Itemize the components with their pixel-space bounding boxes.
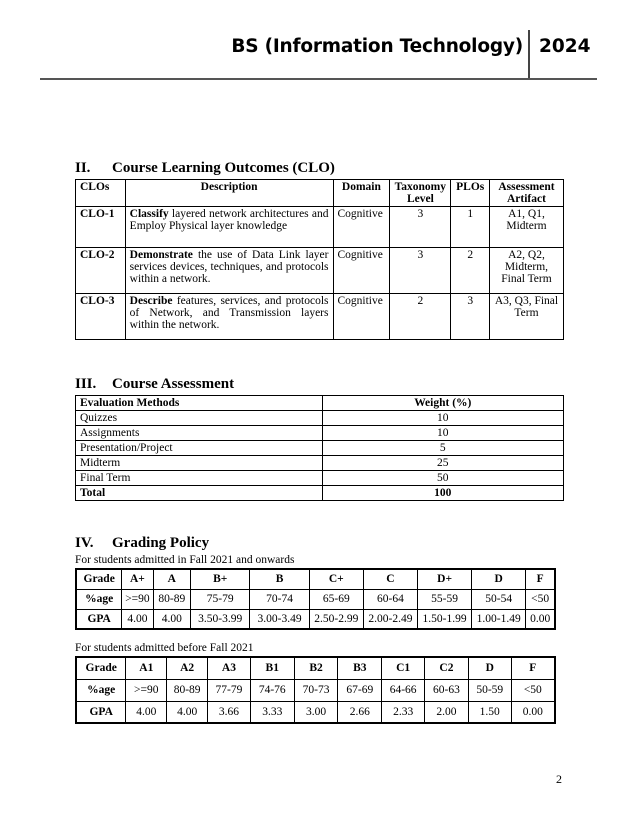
evaluation-weight: 10 xyxy=(322,411,563,426)
table-row xyxy=(76,471,564,486)
percentage-cell: <50 xyxy=(526,589,555,609)
assessment-table xyxy=(75,395,564,501)
table-row xyxy=(76,411,564,426)
table-row xyxy=(76,294,564,340)
clo-header-taxonomy-level: Taxonomy Level xyxy=(390,180,451,207)
gpa-cell: 1.50 xyxy=(468,701,511,723)
clo-verb: Classify xyxy=(129,208,169,220)
percentage-cell: 67-69 xyxy=(338,679,382,701)
gpa-cell: 3.00-3.49 xyxy=(250,609,309,629)
percentage-cell: 70-73 xyxy=(294,679,338,701)
clo-section-title xyxy=(75,160,335,177)
clo-header-plos: PLOs xyxy=(451,180,490,207)
gpa-cell: 2.33 xyxy=(382,701,425,723)
gpa-label: GPA xyxy=(76,609,122,629)
gpa-cell: 0.00 xyxy=(511,701,555,723)
percentage-row xyxy=(76,589,555,609)
percentage-cell: 50-59 xyxy=(468,679,511,701)
clo-description-text: layered network architectures and Employ Physical layer knowledge xyxy=(129,208,329,232)
clo-taxonomy-level: 3 xyxy=(390,207,451,248)
gpa-cell: 4.00 xyxy=(126,701,167,723)
clo-id: CLO-2 xyxy=(76,248,126,294)
gpa-cell: 3.66 xyxy=(208,701,251,723)
table-row xyxy=(76,456,564,471)
percentage-label: %age xyxy=(76,679,126,701)
grade-cell: B2 xyxy=(294,657,338,679)
clo-plo: 2 xyxy=(451,248,490,294)
gpa-cell: 3.00 xyxy=(294,701,338,723)
grade-cell: A+ xyxy=(122,569,153,589)
grade-cell: B1 xyxy=(250,657,294,679)
gpa-cell: 2.66 xyxy=(338,701,382,723)
grading-section-title xyxy=(75,535,209,552)
clo-description xyxy=(125,207,333,248)
document-title: BS (Information Technology) xyxy=(231,36,523,57)
percentage-cell: >=90 xyxy=(126,679,167,701)
table-row xyxy=(76,441,564,456)
clo-description-text: the use of Data Link layer services devices, techniques, and protocols within a network. xyxy=(129,249,329,285)
table-row xyxy=(76,426,564,441)
clo-domain: Cognitive xyxy=(333,207,390,248)
clo-domain: Cognitive xyxy=(333,248,390,294)
percentage-cell: 75-79 xyxy=(191,589,250,609)
percentage-cell: 65-69 xyxy=(309,589,363,609)
grade-cell: B xyxy=(250,569,309,589)
clo-header-domain: Domain xyxy=(333,180,390,207)
grade-cell: A1 xyxy=(126,657,167,679)
header-divider-vertical xyxy=(528,30,530,80)
percentage-cell: 70-74 xyxy=(250,589,309,609)
clo-plo: 1 xyxy=(451,207,490,248)
grade-cell: A3 xyxy=(208,657,251,679)
clo-header-clos: CLOs xyxy=(76,180,126,207)
gpa-cell: 3.33 xyxy=(250,701,294,723)
clo-taxonomy-level: 3 xyxy=(390,248,451,294)
gpa-cell: 1.50-1.99 xyxy=(418,609,472,629)
grade-cell: A xyxy=(153,569,190,589)
clo-header-assessment-artifact: Assessment Artifact xyxy=(489,180,563,207)
assessment-section-number: III. xyxy=(75,376,97,392)
percentage-cell: 74-76 xyxy=(250,679,294,701)
table-row xyxy=(76,207,564,248)
grade-label: Grade xyxy=(76,657,126,679)
gpa-row xyxy=(76,609,555,629)
clo-artifact: A1, Q1, Midterm xyxy=(489,207,563,248)
grading-table-legacy xyxy=(75,656,556,724)
percentage-cell: 80-89 xyxy=(167,679,208,701)
percentage-cell: 80-89 xyxy=(153,589,190,609)
clo-id: CLO-1 xyxy=(76,207,126,248)
gpa-cell: 2.50-2.99 xyxy=(309,609,363,629)
grading-table1-caption: For students admitted in Fall 2021 and onwards xyxy=(75,554,295,566)
grade-cell: D xyxy=(468,657,511,679)
evaluation-method: Midterm xyxy=(76,456,323,471)
gpa-row xyxy=(76,701,555,723)
gpa-cell: 4.00 xyxy=(122,609,153,629)
grade-cell: B+ xyxy=(191,569,250,589)
percentage-cell: 60-63 xyxy=(425,679,469,701)
document-year: 2024 xyxy=(539,36,591,57)
clo-taxonomy-level: 2 xyxy=(390,294,451,340)
assessment-table-header xyxy=(76,396,564,411)
table-row xyxy=(76,248,564,294)
grading-section-number: IV. xyxy=(75,535,94,551)
grading-table2-caption: For students admitted before Fall 2021 xyxy=(75,642,254,654)
evaluation-weight: 50 xyxy=(322,471,563,486)
grade-cell: C+ xyxy=(309,569,363,589)
gpa-cell: 0.00 xyxy=(526,609,555,629)
clo-domain: Cognitive xyxy=(333,294,390,340)
grade-cell: C1 xyxy=(382,657,425,679)
header-divider-horizontal xyxy=(40,78,597,80)
grade-cell: A2 xyxy=(167,657,208,679)
gpa-cell: 2.00-2.49 xyxy=(363,609,417,629)
assessment-header-weight: Weight (%) xyxy=(322,396,563,411)
clo-artifact: A2, Q2, Midterm, Final Term xyxy=(489,248,563,294)
grading-table-current xyxy=(75,568,556,630)
clo-verb: Demonstrate xyxy=(129,249,193,261)
clo-artifact: A3, Q3, Final Term xyxy=(489,294,563,340)
grade-cell: D+ xyxy=(418,569,472,589)
clo-header-description: Description xyxy=(125,180,333,207)
gpa-label: GPA xyxy=(76,701,126,723)
clo-description xyxy=(125,294,333,340)
clo-table-header xyxy=(76,180,564,207)
assessment-header-method: Evaluation Methods xyxy=(76,396,323,411)
clo-table xyxy=(75,179,564,340)
percentage-cell: 50-54 xyxy=(472,589,526,609)
assessment-section-title xyxy=(75,376,234,393)
grade-cell: D xyxy=(472,569,526,589)
percentage-cell: >=90 xyxy=(122,589,153,609)
evaluation-weight: 25 xyxy=(322,456,563,471)
evaluation-method: Final Term xyxy=(76,471,323,486)
gpa-cell: 4.00 xyxy=(167,701,208,723)
gpa-cell: 4.00 xyxy=(153,609,190,629)
gpa-cell: 3.50-3.99 xyxy=(191,609,250,629)
clo-description-text: features, services, and protocols of Network, and Transmission layers within the network. xyxy=(129,295,329,331)
percentage-cell: 77-79 xyxy=(208,679,251,701)
grade-cell: C xyxy=(363,569,417,589)
grade-cell: F xyxy=(511,657,555,679)
percentage-cell: 55-59 xyxy=(418,589,472,609)
gpa-cell: 2.00 xyxy=(425,701,469,723)
evaluation-method: Presentation/Project xyxy=(76,441,323,456)
clo-description xyxy=(125,248,333,294)
grade-row xyxy=(76,657,555,679)
assessment-section-text: Course Assessment xyxy=(112,376,235,392)
grade-label: Grade xyxy=(76,569,122,589)
evaluation-method: Assignments xyxy=(76,426,323,441)
total-label: Total xyxy=(76,486,323,501)
gpa-cell: 1.00-1.49 xyxy=(472,609,526,629)
assessment-total-row xyxy=(76,486,564,501)
page-number: 2 xyxy=(556,772,562,786)
grade-row xyxy=(76,569,555,589)
evaluation-weight: 10 xyxy=(322,426,563,441)
grading-section-text: Grading Policy xyxy=(112,535,210,551)
evaluation-weight: 5 xyxy=(322,441,563,456)
clo-section-number: II. xyxy=(75,160,91,176)
total-value: 100 xyxy=(322,486,563,501)
clo-id: CLO-3 xyxy=(76,294,126,340)
percentage-label: %age xyxy=(76,589,122,609)
percentage-cell: 60-64 xyxy=(363,589,417,609)
percentage-cell: 64-66 xyxy=(382,679,425,701)
percentage-cell: <50 xyxy=(511,679,555,701)
grade-cell: C2 xyxy=(425,657,469,679)
evaluation-method: Quizzes xyxy=(76,411,323,426)
grade-cell: F xyxy=(526,569,555,589)
clo-plo: 3 xyxy=(451,294,490,340)
clo-section-text: Course Learning Outcomes (CLO) xyxy=(112,160,335,176)
grade-cell: B3 xyxy=(338,657,382,679)
clo-verb: Describe xyxy=(129,295,173,307)
percentage-row xyxy=(76,679,555,701)
